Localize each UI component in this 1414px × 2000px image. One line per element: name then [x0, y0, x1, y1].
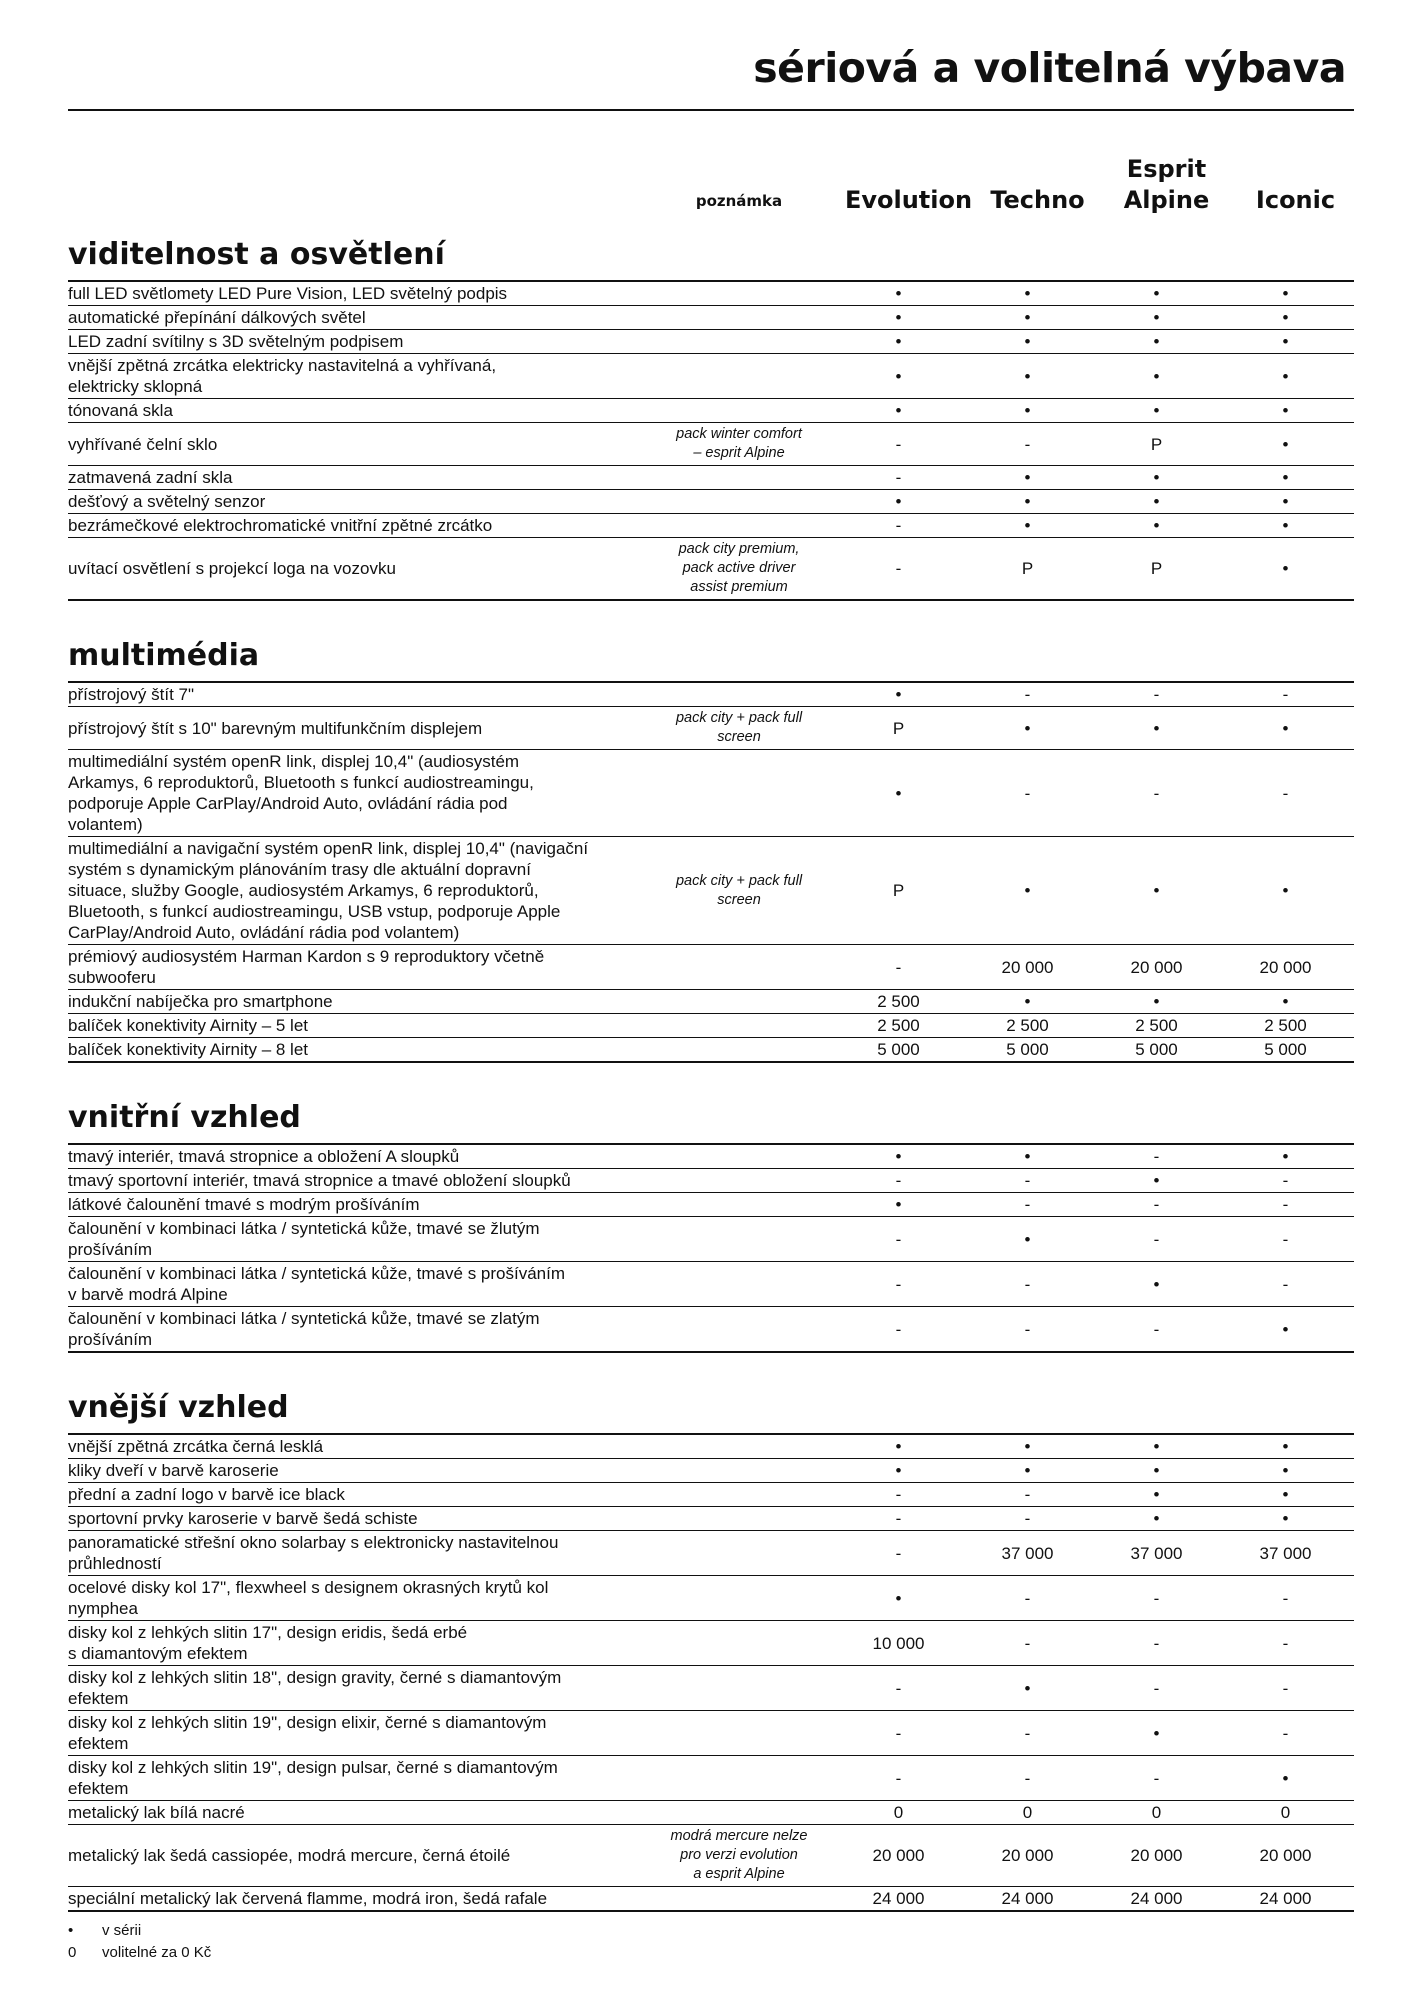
- table-row: [68, 489, 1354, 513]
- title-divider: [68, 109, 1354, 111]
- feature-label: balíček konektivity Airnity – 8 let: [68, 1040, 309, 1059]
- feature-note: [644, 1179, 834, 1183]
- value-evolution: •: [895, 1147, 902, 1166]
- value-esprit-alpine: •: [1153, 718, 1160, 738]
- value-esprit-alpine: P: [1150, 559, 1163, 578]
- value-techno: -: [1024, 434, 1031, 454]
- column-headers: [0, 150, 1414, 216]
- value-techno: P: [1021, 559, 1034, 578]
- value-techno: 24 000: [1001, 1889, 1054, 1908]
- section: [68, 1093, 1354, 1353]
- value-techno: 20 000: [1001, 1846, 1054, 1865]
- value-esprit-alpine: 0: [1151, 1803, 1162, 1822]
- feature-label: ocelové disky kol 17", flexwheel s designem okrasných krytů kol nymphea: [68, 1578, 549, 1618]
- value-iconic: -: [1282, 1723, 1289, 1743]
- legend: [68, 1920, 211, 1964]
- legend-item-standard: [68, 1920, 211, 1942]
- value-esprit-alpine: -: [1153, 1229, 1160, 1249]
- value-evolution: •: [895, 492, 902, 511]
- feature-note: [644, 1811, 834, 1815]
- feature-label: čalounění v kombinaci látka / syntetická kůže, tmavé se žlutým prošíváním: [68, 1219, 540, 1259]
- feature-label: tónovaná skla: [68, 401, 173, 420]
- value-esprit-alpine: •: [1153, 332, 1160, 351]
- table-row: [68, 305, 1354, 329]
- value-iconic: -: [1282, 783, 1289, 803]
- trim-header-iconic: Iconic: [1255, 186, 1336, 214]
- value-iconic: •: [1282, 1319, 1289, 1339]
- feature-note: [644, 1048, 834, 1052]
- feature-label: čalounění v kombinaci látka / syntetická kůže, tmavé s prošíváním v barvě modrá Alpine: [68, 1264, 566, 1304]
- feature-label: přístrojový štít s 10" barevným multifunkčním displejem: [68, 718, 483, 738]
- value-techno: •: [1024, 1437, 1031, 1456]
- table-row: [68, 1037, 1354, 1061]
- value-evolution: •: [895, 1437, 902, 1456]
- value-evolution: •: [895, 332, 902, 351]
- value-evolution: •: [895, 401, 902, 420]
- legend-item-free-option: [68, 1942, 211, 1964]
- feature-note: [644, 791, 834, 795]
- feature-note: pack city premium, pack active driver assist premium: [678, 541, 800, 595]
- table-row: [68, 706, 1354, 749]
- feature-label: prémiový audiosystém Harman Kardon s 9 reproduktory včetně subwooferu: [68, 947, 545, 987]
- note-column-header: poznámka: [695, 192, 783, 210]
- feature-note: modrá mercure nelze pro verzi evolution a esprit Alpine: [670, 1828, 808, 1882]
- value-evolution: 0: [893, 1803, 904, 1822]
- table-row: [68, 1433, 1354, 1458]
- value-techno: -: [1024, 685, 1031, 704]
- feature-note: [644, 340, 834, 344]
- value-techno: -: [1024, 1768, 1031, 1788]
- feature-note: pack winter comfort – esprit Alpine: [676, 426, 802, 461]
- section: [68, 230, 1354, 601]
- feature-label: čalounění v kombinaci látka / syntetická kůže, tmavé se zlatým prošíváním: [68, 1309, 540, 1349]
- feature-label: disky kol z lehkých slitin 19", design elixir, černé s diamantovým efektem: [68, 1713, 547, 1753]
- value-evolution: -: [895, 559, 902, 578]
- legend-symbol: •: [68, 1922, 74, 1939]
- value-techno: •: [1024, 401, 1031, 420]
- feature-label: vyhřívané čelní sklo: [68, 434, 218, 454]
- value-evolution: -: [895, 1485, 902, 1504]
- table-row: [68, 1530, 1354, 1575]
- value-esprit-alpine: •: [1153, 1485, 1160, 1504]
- value-esprit-alpine: •: [1153, 1437, 1160, 1456]
- section-title: viditelnost a osvětlení: [68, 237, 445, 272]
- value-evolution: •: [895, 284, 902, 303]
- value-iconic: •: [1282, 559, 1289, 578]
- value-techno: •: [1024, 516, 1031, 535]
- value-evolution: -: [895, 957, 902, 977]
- value-techno: 5 000: [1006, 1040, 1049, 1059]
- value-techno: •: [1024, 284, 1031, 303]
- feature-label: vnější zpětná zrcátka elektricky nastavitelná a vyhřívaná, elektricky sklopná: [68, 356, 497, 396]
- value-techno: •: [1024, 881, 1031, 900]
- value-evolution: P: [892, 718, 905, 738]
- value-esprit-alpine: •: [1153, 1274, 1160, 1294]
- table-row: [68, 1824, 1354, 1886]
- table-row: [68, 422, 1354, 465]
- equipment-sections: [68, 230, 1354, 1912]
- section-title: vnitřní vzhled: [68, 1100, 301, 1135]
- value-iconic: •: [1282, 881, 1289, 900]
- value-esprit-alpine: 2 500: [1135, 1016, 1178, 1035]
- value-techno: 20 000: [1001, 957, 1054, 977]
- value-esprit-alpine: -: [1153, 1633, 1160, 1653]
- value-esprit-alpine: 24 000: [1130, 1889, 1183, 1908]
- feature-note: [644, 1469, 834, 1473]
- value-techno: •: [1024, 1678, 1031, 1698]
- value-evolution: -: [895, 468, 902, 487]
- feature-note: [644, 1551, 834, 1555]
- table-row: [68, 989, 1354, 1013]
- value-evolution: -: [895, 1274, 902, 1294]
- value-evolution: -: [895, 1171, 902, 1190]
- feature-label: uvítací osvětlení s projekcí loga na vozovku: [68, 559, 396, 578]
- table-row: [68, 681, 1354, 706]
- value-evolution: •: [895, 783, 902, 803]
- feature-label: látkové čalounění tmavé s modrým prošíváním: [68, 1195, 420, 1214]
- feature-label: přední a zadní logo v barvě ice black: [68, 1485, 345, 1504]
- feature-label: panoramatické střešní okno solarbay s elektronicky nastavitelnou průhledností: [68, 1533, 559, 1573]
- value-esprit-alpine: •: [1153, 492, 1160, 511]
- legend-text: v sérii: [102, 1922, 142, 1939]
- table-row: [68, 1482, 1354, 1506]
- section-table: [68, 1433, 1354, 1912]
- value-techno: 0: [1022, 1803, 1033, 1822]
- feature-label: full LED světlomety LED Pure Vision, LED světelný podpis: [68, 284, 508, 303]
- value-iconic: 37 000: [1259, 1543, 1312, 1563]
- value-iconic: -: [1282, 1229, 1289, 1249]
- legend-symbol: 0: [68, 1944, 77, 1961]
- table-row: [68, 1886, 1354, 1910]
- feature-note: [644, 1155, 834, 1159]
- feature-label: disky kol z lehkých slitin 17", design eridis, šedá erbé s diamantovým efektem: [68, 1623, 468, 1663]
- feature-note: [644, 1641, 834, 1645]
- value-iconic: 20 000: [1259, 1846, 1312, 1865]
- value-techno: -: [1024, 1171, 1031, 1190]
- value-techno: -: [1024, 1633, 1031, 1653]
- feature-note: [644, 1327, 834, 1331]
- table-row: [68, 329, 1354, 353]
- value-evolution: 10 000: [872, 1633, 925, 1653]
- value-iconic: -: [1282, 1633, 1289, 1653]
- feature-label: disky kol z lehkých slitin 18", design gravity, černé s diamantovým efektem: [68, 1668, 562, 1708]
- feature-label: multimediální systém openR link, displej 10,4" (audiosystém Arkamys, 6 reproduktorů, Bluetooth s funkcí audiostreamingu, podporuje Apple CarPlay/Android Auto, ovládání rádia pod volantem): [68, 752, 534, 834]
- value-iconic: •: [1282, 308, 1289, 327]
- value-iconic: •: [1282, 718, 1289, 738]
- table-row: [68, 1168, 1354, 1192]
- value-iconic: •: [1282, 1509, 1289, 1528]
- value-iconic: •: [1282, 468, 1289, 487]
- value-techno: 37 000: [1001, 1543, 1054, 1563]
- section: [68, 1383, 1354, 1912]
- table-row: [68, 1755, 1354, 1800]
- feature-label: přístrojový štít 7": [68, 685, 195, 704]
- feature-label: automatické přepínání dálkových světel: [68, 308, 366, 327]
- legend-text: volitelné za 0 Kč: [102, 1944, 212, 1961]
- value-techno: •: [1024, 332, 1031, 351]
- feature-note: pack city + pack full screen: [675, 872, 803, 908]
- value-esprit-alpine: •: [1153, 468, 1160, 487]
- table-row: [68, 398, 1354, 422]
- value-iconic: •: [1282, 492, 1289, 511]
- table-row: [68, 944, 1354, 989]
- feature-label: balíček konektivity Airnity – 5 let: [68, 1016, 309, 1035]
- value-techno: -: [1024, 1723, 1031, 1743]
- value-evolution: •: [895, 1195, 902, 1214]
- table-row: [68, 353, 1354, 398]
- feature-note: [644, 500, 834, 504]
- table-row: [68, 1710, 1354, 1755]
- value-esprit-alpine: •: [1153, 1171, 1160, 1190]
- value-esprit-alpine: 20 000: [1130, 957, 1183, 977]
- section-title: vnější vzhled: [68, 1390, 289, 1425]
- value-techno: •: [1024, 366, 1031, 386]
- value-evolution: -: [895, 1768, 902, 1788]
- value-iconic: •: [1282, 1437, 1289, 1456]
- trim-header-esprit-alpine: Esprit Alpine: [1123, 155, 1210, 214]
- value-iconic: 20 000: [1259, 957, 1312, 977]
- table-row: [68, 465, 1354, 489]
- table-row: [68, 513, 1354, 537]
- value-evolution: -: [895, 1229, 902, 1249]
- value-esprit-alpine: 20 000: [1130, 1846, 1183, 1865]
- table-row: [68, 1143, 1354, 1168]
- table-row: [68, 1192, 1354, 1216]
- value-iconic: -: [1282, 1678, 1289, 1698]
- value-iconic: •: [1282, 1485, 1289, 1504]
- value-techno: -: [1024, 1588, 1031, 1608]
- value-esprit-alpine: 5 000: [1135, 1040, 1178, 1059]
- value-esprit-alpine: -: [1153, 1588, 1160, 1608]
- trim-header-evolution: Evolution: [844, 186, 973, 214]
- feature-note: [644, 1282, 834, 1286]
- table-row: [68, 1620, 1354, 1665]
- table-row: [68, 1800, 1354, 1824]
- value-evolution: -: [895, 516, 902, 535]
- value-evolution: •: [895, 366, 902, 386]
- value-evolution: 5 000: [877, 1040, 920, 1059]
- value-esprit-alpine: -: [1153, 1319, 1160, 1339]
- feature-note: [644, 1445, 834, 1449]
- value-iconic: -: [1282, 1195, 1289, 1214]
- feature-note: [644, 693, 834, 697]
- feature-label: indukční nabíječka pro smartphone: [68, 992, 333, 1011]
- value-iconic: 24 000: [1259, 1889, 1312, 1908]
- value-esprit-alpine: •: [1153, 992, 1160, 1011]
- value-iconic: •: [1282, 284, 1289, 303]
- feature-label: speciální metalický lak červená flamme, modrá iron, šedá rafale: [68, 1889, 548, 1908]
- value-techno: -: [1024, 1274, 1031, 1294]
- value-esprit-alpine: •: [1153, 1723, 1160, 1743]
- feature-note: [644, 1776, 834, 1780]
- value-evolution: -: [895, 434, 902, 454]
- value-techno: •: [1024, 492, 1031, 511]
- value-iconic: •: [1282, 516, 1289, 535]
- table-row: [68, 280, 1354, 305]
- table-row: [68, 537, 1354, 599]
- value-techno: -: [1024, 1195, 1031, 1214]
- value-esprit-alpine: -: [1153, 1678, 1160, 1698]
- section-title: multimédia: [68, 638, 260, 673]
- table-row: [68, 1261, 1354, 1306]
- value-techno: -: [1024, 783, 1031, 803]
- table-row: [68, 1506, 1354, 1530]
- value-evolution: -: [895, 1543, 902, 1563]
- value-evolution: -: [895, 1509, 902, 1528]
- value-esprit-alpine: 37 000: [1130, 1543, 1183, 1563]
- feature-label: sportovní prvky karoserie v barvě šedá schiste: [68, 1509, 418, 1528]
- feature-note: [644, 1493, 834, 1497]
- feature-label: kliky dveří v barvě karoserie: [68, 1461, 279, 1480]
- value-esprit-alpine: •: [1153, 366, 1160, 386]
- feature-label: multimediální a navigační systém openR link, displej 10,4" (navigační systém s dynamickým plánováním trasy dle aktuální dopravní situace, služby Google, audiosystém Arkamys, 6 reproduktorů, Bluetooth, s funkcí audiostreamingu, USB vstup, podporuje Apple CarPlay/Android Auto, ovládání rádia pod volantem): [68, 839, 589, 942]
- value-iconic: •: [1282, 332, 1289, 351]
- value-iconic: •: [1282, 434, 1289, 454]
- value-iconic: •: [1282, 366, 1289, 386]
- value-esprit-alpine: •: [1153, 284, 1160, 303]
- value-iconic: -: [1282, 1588, 1289, 1608]
- value-iconic: •: [1282, 1768, 1289, 1788]
- feature-label: disky kol z lehkých slitin 19", design pulsar, černé s diamantovým efektem: [68, 1758, 558, 1798]
- value-evolution: •: [895, 308, 902, 327]
- value-techno: -: [1024, 1319, 1031, 1339]
- page-title: sériová a volitelná výbava: [753, 44, 1346, 92]
- value-esprit-alpine: •: [1153, 308, 1160, 327]
- feature-note: pack city + pack full screen: [675, 710, 803, 745]
- feature-note: [644, 476, 834, 480]
- table-row: [68, 1665, 1354, 1710]
- value-esprit-alpine: -: [1153, 1768, 1160, 1788]
- feature-label: metalický lak šedá cassiopée, modrá mercure, černá étoilé: [68, 1846, 511, 1865]
- feature-note: [644, 1517, 834, 1521]
- value-techno: •: [1024, 1147, 1031, 1166]
- value-iconic: 2 500: [1264, 1016, 1307, 1035]
- value-evolution: -: [895, 1319, 902, 1339]
- value-iconic: 0: [1280, 1803, 1291, 1822]
- value-techno: 2 500: [1006, 1016, 1049, 1035]
- value-evolution: 20 000: [872, 1846, 925, 1865]
- value-iconic: -: [1282, 685, 1289, 704]
- feature-note: [644, 524, 834, 528]
- feature-note: [644, 1237, 834, 1241]
- feature-label: vnější zpětná zrcátka černá lesklá: [68, 1437, 324, 1456]
- feature-note: [644, 1897, 834, 1901]
- value-evolution: P: [892, 881, 905, 900]
- value-techno: •: [1024, 1229, 1031, 1249]
- trim-header-techno: Techno: [990, 186, 1085, 214]
- value-evolution: •: [895, 685, 902, 704]
- value-esprit-alpine: •: [1153, 401, 1160, 420]
- value-iconic: -: [1282, 1274, 1289, 1294]
- value-iconic: •: [1282, 1461, 1289, 1480]
- table-row: [68, 1306, 1354, 1351]
- feature-note: [644, 1000, 834, 1004]
- value-esprit-alpine: •: [1153, 1509, 1160, 1528]
- feature-note: [644, 292, 834, 296]
- feature-note: [644, 1203, 834, 1207]
- value-evolution: 2 500: [877, 1016, 920, 1035]
- value-techno: •: [1024, 718, 1031, 738]
- feature-note: [644, 1596, 834, 1600]
- value-iconic: -: [1282, 1171, 1289, 1190]
- value-esprit-alpine: •: [1153, 881, 1160, 900]
- value-iconic: •: [1282, 1147, 1289, 1166]
- value-techno: -: [1024, 1509, 1031, 1528]
- table-row: [68, 836, 1354, 944]
- value-techno: •: [1024, 1461, 1031, 1480]
- value-evolution: 2 500: [877, 992, 920, 1011]
- section: [68, 631, 1354, 1063]
- feature-label: LED zadní svítilny s 3D světelným podpisem: [68, 332, 404, 351]
- value-esprit-alpine: -: [1153, 783, 1160, 803]
- feature-note: [644, 965, 834, 969]
- value-iconic: •: [1282, 401, 1289, 420]
- value-iconic: •: [1282, 992, 1289, 1011]
- value-techno: •: [1024, 992, 1031, 1011]
- section-table: [68, 681, 1354, 1063]
- feature-note: [644, 1686, 834, 1690]
- feature-note: [644, 1024, 834, 1028]
- section-table: [68, 1143, 1354, 1353]
- value-techno: •: [1024, 308, 1031, 327]
- table-row: [68, 1575, 1354, 1620]
- table-row: [68, 1458, 1354, 1482]
- value-evolution: -: [895, 1723, 902, 1743]
- feature-label: zatmavená zadní skla: [68, 468, 233, 487]
- value-iconic: 5 000: [1264, 1040, 1307, 1059]
- feature-label: bezrámečkové elektrochromatické vnitřní zpětné zrcátko: [68, 516, 493, 535]
- value-esprit-alpine: •: [1153, 1461, 1160, 1480]
- value-evolution: 24 000: [872, 1889, 925, 1908]
- value-esprit-alpine: -: [1153, 1147, 1160, 1166]
- feature-note: [644, 1731, 834, 1735]
- value-esprit-alpine: -: [1153, 685, 1160, 704]
- table-row: [68, 749, 1354, 836]
- value-esprit-alpine: -: [1153, 1195, 1160, 1214]
- feature-note: [644, 316, 834, 320]
- table-row: [68, 1216, 1354, 1261]
- value-evolution: •: [895, 1588, 902, 1608]
- feature-label: dešťový a světelný senzor: [68, 492, 266, 511]
- value-evolution: •: [895, 1461, 902, 1480]
- value-techno: •: [1024, 468, 1031, 487]
- feature-note: [644, 409, 834, 413]
- feature-label: tmavý interiér, tmavá stropnice a obložení A sloupků: [68, 1147, 460, 1166]
- table-row: [68, 1013, 1354, 1037]
- feature-label: metalický lak bílá nacré: [68, 1803, 245, 1822]
- value-esprit-alpine: •: [1153, 516, 1160, 535]
- value-techno: -: [1024, 1485, 1031, 1504]
- feature-label: tmavý sportovní interiér, tmavá stropnice a tmavé obložení sloupků: [68, 1171, 571, 1190]
- section-table: [68, 280, 1354, 601]
- value-esprit-alpine: P: [1150, 434, 1163, 454]
- feature-note: [644, 374, 834, 378]
- value-evolution: -: [895, 1678, 902, 1698]
